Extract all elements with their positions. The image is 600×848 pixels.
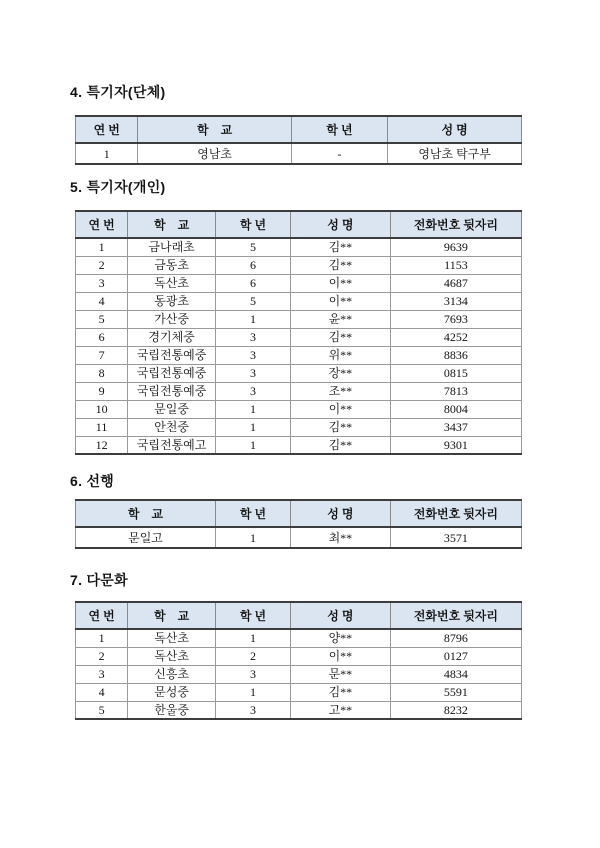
table-cell: 조** xyxy=(290,382,390,400)
table-cell: 0127 xyxy=(390,647,521,665)
table-cell: 1 xyxy=(216,310,291,328)
header-row xyxy=(76,500,522,527)
column-header: 연 번 xyxy=(76,602,128,629)
table-cell: 4834 xyxy=(390,665,521,683)
table-cell: 1 xyxy=(76,143,138,164)
table-cell: 국립전통예고 xyxy=(128,436,216,454)
table-row xyxy=(76,346,522,364)
table-cell: 1 xyxy=(216,400,291,418)
table-cell: 5 xyxy=(216,238,291,256)
column-header: 성 명 xyxy=(290,211,390,238)
table-cell: 3 xyxy=(76,665,128,683)
table-cell: 6 xyxy=(216,256,291,274)
table-cell: 신흥초 xyxy=(128,665,216,683)
table-cell: 5 xyxy=(76,701,128,719)
column-header: 성 명 xyxy=(290,500,390,527)
table-cell: 3 xyxy=(76,274,128,292)
table-cell: 10 xyxy=(76,400,128,418)
table-cell: 윤** xyxy=(290,310,390,328)
table-cell: 금나래초 xyxy=(128,238,216,256)
table-cell: 1 xyxy=(76,238,128,256)
column-header: 연 번 xyxy=(76,116,138,143)
section-title: 6. 선행 xyxy=(70,473,115,489)
table-cell: 독산초 xyxy=(128,647,216,665)
section-special-talent-group xyxy=(0,85,600,165)
table-cell: 김** xyxy=(290,436,390,454)
table-cell: 1 xyxy=(216,527,291,548)
table-cell: 11 xyxy=(76,418,128,436)
table-row xyxy=(76,274,522,292)
table-row xyxy=(76,256,522,274)
table-cell: 3 xyxy=(216,346,291,364)
table-row xyxy=(76,436,522,454)
table-cell: 독산초 xyxy=(128,629,216,647)
table-cell: 문** xyxy=(290,665,390,683)
table-cell: 12 xyxy=(76,436,128,454)
table-cell: 영남초 xyxy=(138,143,291,164)
table-cell: 9 xyxy=(76,382,128,400)
special-talent-individual-table xyxy=(75,210,522,455)
table-cell: 국립전통예중 xyxy=(128,346,216,364)
table-cell: 6 xyxy=(76,328,128,346)
table-cell: 7 xyxy=(76,346,128,364)
table-cell: 3571 xyxy=(390,527,521,548)
table-cell: 8836 xyxy=(390,346,521,364)
table-cell: 7813 xyxy=(390,382,521,400)
column-header: 전화번호 뒷자리 xyxy=(390,602,521,629)
table-cell: 장** xyxy=(290,364,390,382)
section-good-conduct xyxy=(0,474,600,549)
table-cell: 8004 xyxy=(390,400,521,418)
table-row xyxy=(76,292,522,310)
column-header: 학 교 xyxy=(128,602,216,629)
table-cell: 동광초 xyxy=(128,292,216,310)
header-row xyxy=(76,116,522,143)
column-header: 성 명 xyxy=(290,602,390,629)
table-row xyxy=(76,400,522,418)
table-cell: 3 xyxy=(216,364,291,382)
table-cell: 5 xyxy=(76,310,128,328)
column-header: 학 년 xyxy=(216,500,291,527)
section-multicultural xyxy=(0,573,600,720)
column-header: 학 교 xyxy=(76,500,216,527)
column-header: 학 년 xyxy=(291,116,387,143)
table-cell: 이** xyxy=(290,400,390,418)
table-cell: 독산초 xyxy=(128,274,216,292)
table-cell: 1 xyxy=(216,629,291,647)
table-cell: 8232 xyxy=(390,701,521,719)
table-cell: 3134 xyxy=(390,292,521,310)
section-title: 4. 특기자(단체) xyxy=(70,84,166,100)
table-row xyxy=(76,328,522,346)
table-cell: 국립전통예중 xyxy=(128,382,216,400)
good-conduct-table xyxy=(75,499,522,549)
table-cell: 6 xyxy=(216,274,291,292)
table-cell: 영남초 탁구부 xyxy=(388,143,522,164)
table-cell: 4687 xyxy=(390,274,521,292)
table-cell: 8 xyxy=(76,364,128,382)
table-row xyxy=(76,418,522,436)
table-cell: 0815 xyxy=(390,364,521,382)
table-cell: 1153 xyxy=(390,256,521,274)
table-cell: 한울중 xyxy=(128,701,216,719)
table-cell: 위** xyxy=(290,346,390,364)
column-header: 학 교 xyxy=(138,116,291,143)
table-row xyxy=(76,527,522,548)
table-row xyxy=(76,665,522,683)
table-cell: 3 xyxy=(216,665,291,683)
table-cell: 4 xyxy=(76,683,128,701)
table-cell: 국립전통예중 xyxy=(128,364,216,382)
column-header: 연 번 xyxy=(76,211,128,238)
table-cell: 금동초 xyxy=(128,256,216,274)
table-cell: 안천중 xyxy=(128,418,216,436)
table-row xyxy=(76,629,522,647)
table-row xyxy=(76,364,522,382)
table-cell: 5591 xyxy=(390,683,521,701)
table-cell: 1 xyxy=(216,683,291,701)
header-row xyxy=(76,211,522,238)
section-title: 5. 특기자(개인) xyxy=(70,179,166,195)
table-row xyxy=(76,683,522,701)
table-cell: 1 xyxy=(76,629,128,647)
table-cell: 김** xyxy=(290,238,390,256)
section-title: 7. 다문화 xyxy=(70,572,128,588)
table-cell: 7693 xyxy=(390,310,521,328)
table-cell: 경기체중 xyxy=(128,328,216,346)
table-cell: 최** xyxy=(290,527,390,548)
table-cell: 이** xyxy=(290,274,390,292)
table-cell: - xyxy=(291,143,387,164)
table-cell: 고** xyxy=(290,701,390,719)
table-cell: 3 xyxy=(216,328,291,346)
special-talent-group-table xyxy=(75,115,522,165)
table-row xyxy=(76,310,522,328)
table-cell: 양** xyxy=(290,629,390,647)
table-cell: 9301 xyxy=(390,436,521,454)
table-cell: 5 xyxy=(216,292,291,310)
table-cell: 문일중 xyxy=(128,400,216,418)
table-row xyxy=(76,701,522,719)
table-cell: 4 xyxy=(76,292,128,310)
multicultural-table xyxy=(75,601,522,720)
section-special-talent-individual xyxy=(0,180,600,455)
table-cell: 문일고 xyxy=(76,527,216,548)
table-cell: 1 xyxy=(216,436,291,454)
table-cell: 이** xyxy=(290,647,390,665)
table-cell: 김** xyxy=(290,418,390,436)
table-cell: 2 xyxy=(216,647,291,665)
table-row xyxy=(76,238,522,256)
table-cell: 8796 xyxy=(390,629,521,647)
table-cell: 2 xyxy=(76,647,128,665)
column-header: 학 년 xyxy=(216,211,291,238)
table-cell: 가산중 xyxy=(128,310,216,328)
column-header: 전화번호 뒷자리 xyxy=(390,211,521,238)
column-header: 전화번호 뒷자리 xyxy=(390,500,521,527)
table-cell: 김** xyxy=(290,328,390,346)
table-cell: 3 xyxy=(216,382,291,400)
column-header: 학 교 xyxy=(128,211,216,238)
table-cell: 1 xyxy=(216,418,291,436)
table-row xyxy=(76,647,522,665)
table-cell: 김** xyxy=(290,683,390,701)
table-cell: 김** xyxy=(290,256,390,274)
table-cell: 이** xyxy=(290,292,390,310)
table-cell: 3 xyxy=(216,701,291,719)
column-header: 학 년 xyxy=(216,602,291,629)
table-cell: 4252 xyxy=(390,328,521,346)
header-row xyxy=(76,602,522,629)
table-cell: 3437 xyxy=(390,418,521,436)
table-cell: 2 xyxy=(76,256,128,274)
table-cell: 9639 xyxy=(390,238,521,256)
table-cell: 문성중 xyxy=(128,683,216,701)
table-row xyxy=(76,382,522,400)
table-row xyxy=(76,143,522,164)
column-header: 성 명 xyxy=(388,116,522,143)
